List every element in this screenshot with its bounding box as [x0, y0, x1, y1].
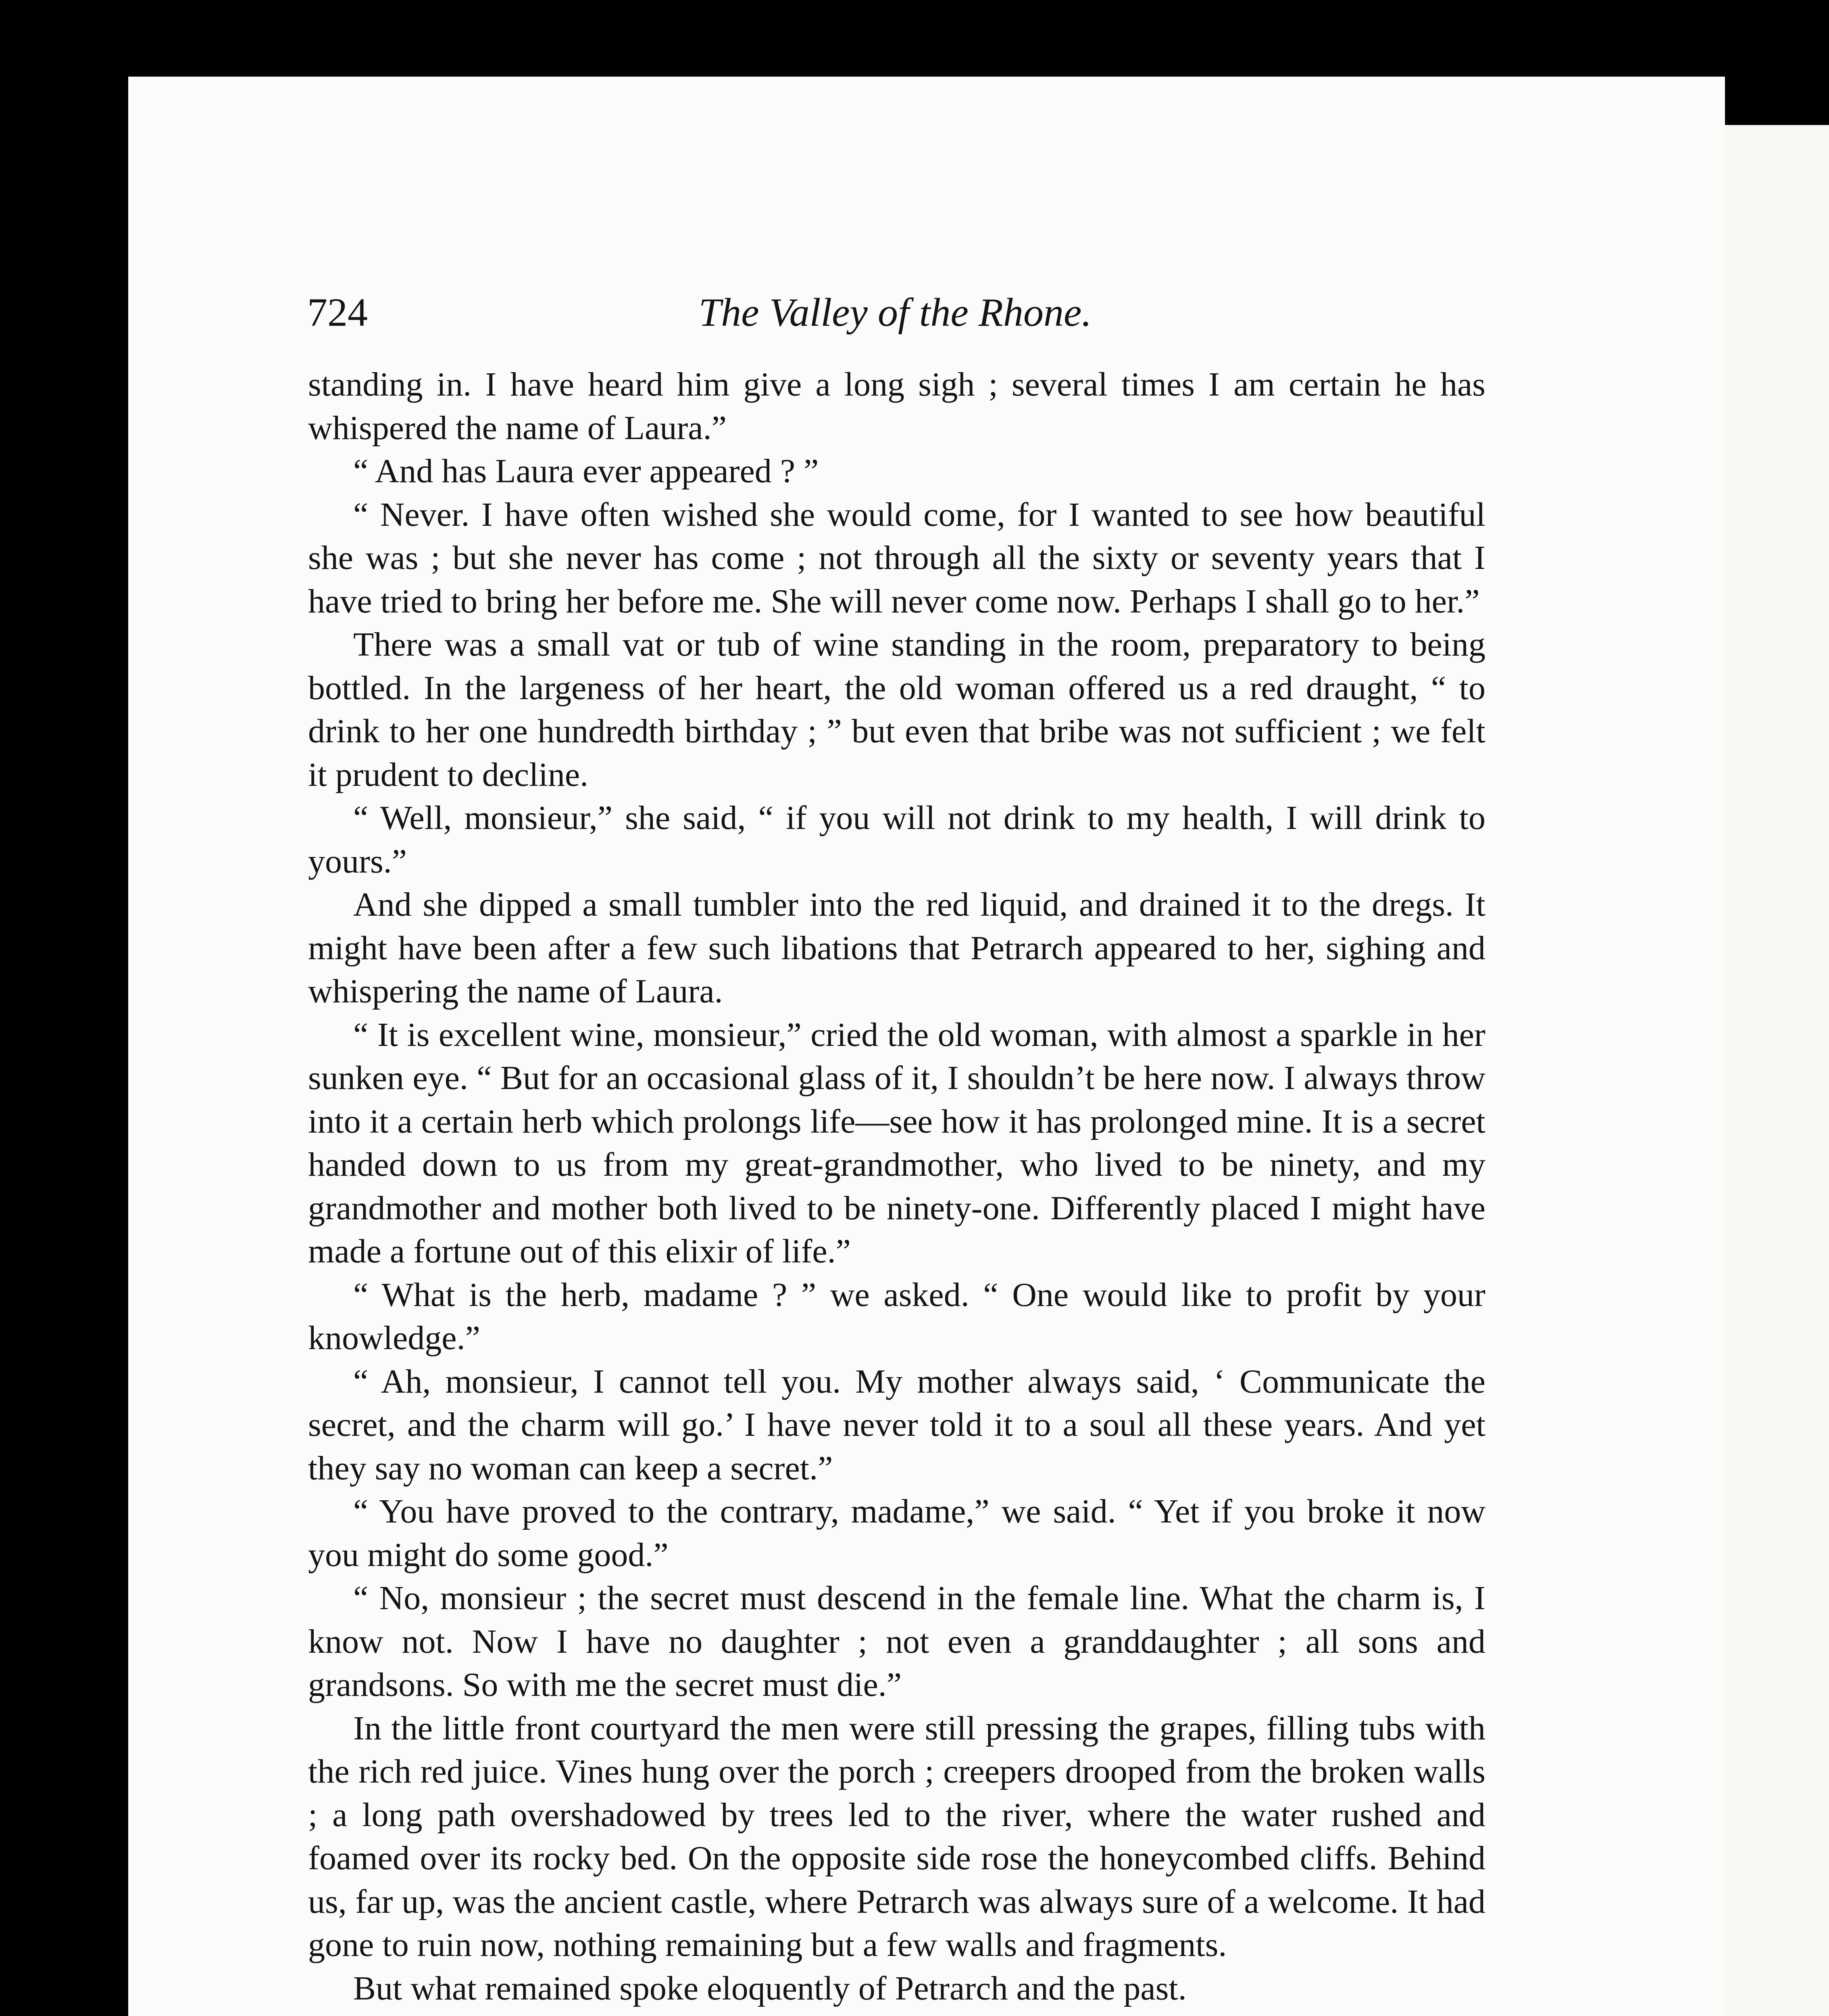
paragraph: “ What is the herb, madame ? ” we asked. “ One would like to profit by your knowledge.” [308, 1276, 1485, 1357]
body-text [308, 363, 1485, 2010]
page-number: 724 [307, 290, 368, 335]
adjacent-page-edge [1725, 125, 1829, 2016]
paragraph: But what remained spoke eloquently of Petrarch and the past. [353, 1969, 1187, 2007]
paragraph: “ You have proved to the contrary, madame,” we said. “ Yet if you broke it now you might do some good.” [308, 1493, 1485, 1574]
paragraph: “ It is excellent wine, monsieur,” cried the old woman, with almost a sparkle in her sunken eye. “ But for an occasional glass of it, I shouldn’t be here now. I always throw into it a certain herb which prolongs life—see how it has prolonged mine. It is a secret handed down to us from my great-grandmother, who lived to be ninety, and my grandmother and mother both lived to be ninety-one. Differently placed I might have made a fortune out of this elixir of life.” [308, 1016, 1485, 1270]
paragraph: “ Never. I have often wished she would come, for I wanted to see how beautiful she was ; but she never has come ; not through all the sixty or seventy years that I have tried to bring her before me. She will never come now. Perhaps I shall go to her.” [308, 496, 1485, 620]
paragraph: There was a small vat or tub of wine standing in the room, preparatory to being bottled. In the largeness of her heart, the old woman offered us a red draught, “ to drink to her one hundredth birthday ; ” but even that bribe was not sufficient ; we felt it prudent to decline. [308, 626, 1485, 793]
running-head [298, 282, 1492, 343]
paragraph: And she dipped a small tumbler into the red liquid, and drained it to the dregs. It might have been after a few such libations that Petrarch appeared to her, sighing and whispering the name of Laura. [308, 886, 1485, 1010]
paragraph: “ And has Laura ever appeared ? ” [353, 452, 819, 490]
paragraph: “ No, monsieur ; the secret must descend in the female line. What the charm is, I know not. Now I have no daughter ; not even a granddaughter ; all sons and grandsons. So with me the secret must die.” [308, 1579, 1485, 1704]
paragraph: “ Well, monsieur,” she said, “ if you will not drink to my health, I will drink to yours.” [308, 799, 1485, 880]
paragraph: “ Ah, monsieur, I cannot tell you. My mother always said, ‘ Communicate the secret, and the charm will go.’ I have never told it to a soul all these years. And yet they say no woman can keep a secret.” [308, 1362, 1485, 1487]
running-title: The Valley of the Rhone. [698, 290, 1092, 335]
paragraph: standing in. I have heard him give a long sigh ; several times I am certain he has whispered the name of Laura.” [308, 366, 1485, 447]
paragraph: In the little front courtyard the men were still pressing the grapes, filling tubs with the rich red juice. Vines hung over the porch ; creepers drooped from the broken walls ; a long path overshadowed by trees led to the river, where the water rushed and foamed over its rocky bed. On the opposite side rose the honeycombed cliffs. Behind us, far up, was the ancient castle, where Petrarch was always sure of a welcome. It had gone to ruin now, nothing remaining but a few walls and fragments. [308, 1709, 1485, 1964]
